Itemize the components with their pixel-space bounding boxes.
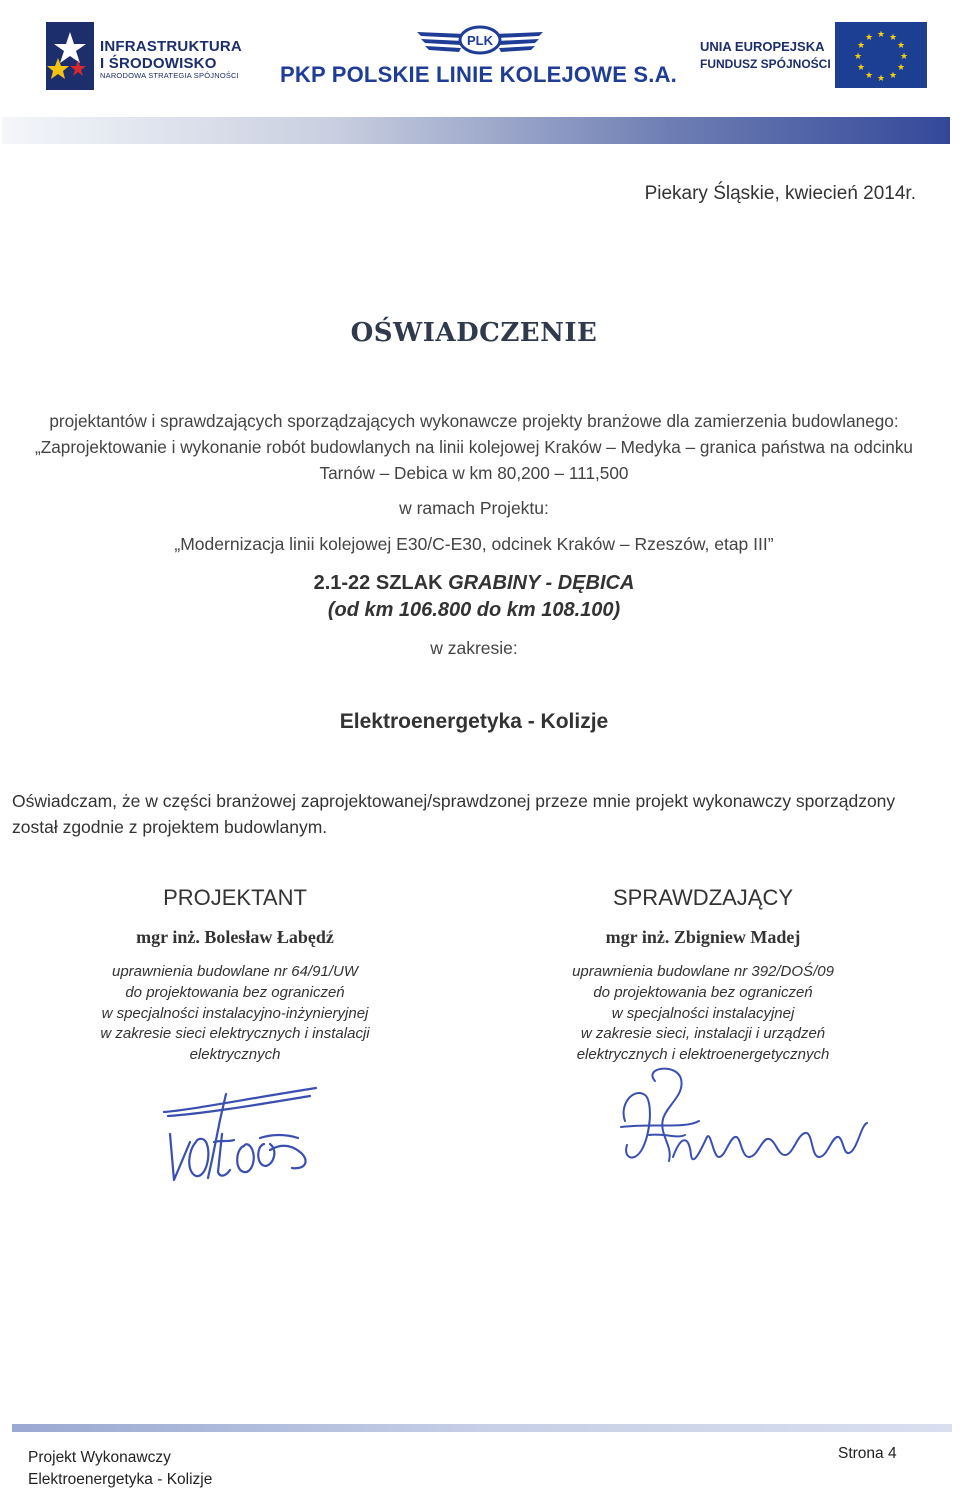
svg-text:★: ★ [899, 52, 909, 62]
svg-text:★: ★ [896, 41, 906, 51]
footer-line-1: Projekt Wykonawczy [28, 1449, 171, 1466]
scope-prefix: w zakresie: [430, 638, 518, 658]
license-line: uprawnienia budowlane nr 392/DOŚ/09 [572, 963, 834, 980]
designer-name: mgr inż. Bolesław Łabędź [136, 927, 334, 947]
place-date: Piekary Śląskie, kwiecień 2014r. [644, 183, 916, 204]
header-gradient-band [2, 117, 950, 144]
svg-text:★: ★ [896, 63, 906, 73]
reviewer-license [552, 962, 854, 1066]
reviewer-name: mgr inż. Zbigniew Madej [605, 927, 801, 947]
star-logo-icon [44, 22, 96, 92]
footer-project [28, 1447, 212, 1491]
designer-license [84, 962, 386, 1066]
license-line: w zakresie sieci, instalacji i urządzeń [580, 1025, 826, 1043]
eu-line-1: UNIA EUROPEJSKA [700, 39, 825, 54]
scope-title: Elektroenergetyka - Kolizje [339, 710, 609, 733]
logo-line-1: INFRASTRUKTURA [100, 38, 242, 55]
license-line: uprawnienia budowlane nr 64/91/UW [112, 963, 358, 980]
section-name: GRABINY - DĘBICA [448, 572, 635, 594]
intro-paragraph: projektantów i sprawdzających sporządzających wykonawcze projekty branżowe dla zamierzenia budowlanego: „Zaprojektowanie i wykonanie robót budowlanych na linii kolejowej Kraków – Medyka – granica państwa na odcinku Tarnów – Debica w km 80,200 – 111,500 [34, 411, 913, 483]
svg-text:★: ★ [888, 33, 898, 43]
section-range: (od km 106.800 do km 108.100) [327, 599, 621, 621]
svg-text:★: ★ [876, 30, 886, 40]
license-line: elektrycznych [189, 1046, 281, 1064]
logo-pkp-plk [280, 22, 677, 92]
license-line: w specjalności instalacyjnej [611, 1004, 795, 1022]
svg-text:★: ★ [864, 71, 874, 81]
svg-text:★: ★ [888, 71, 898, 81]
license-line: w specjalności instalacyjno-inżynieryjnej [101, 1004, 369, 1022]
designer-signature [160, 1080, 320, 1185]
reviewer-block [552, 885, 854, 1066]
reviewer-signature [615, 1065, 870, 1185]
reviewer-role: SPRAWDZAJĄCY [612, 885, 794, 910]
footer-rule [12, 1424, 952, 1432]
plk-winged-emblem-icon [415, 22, 545, 60]
svg-text:★: ★ [856, 63, 866, 73]
page-number: Strona 4 [838, 1445, 897, 1462]
logo-infrastruktura-srodowisko [44, 22, 259, 92]
license-line: w zakresie sieci elektrycznych i instalacji [100, 1025, 370, 1043]
license-line: do projektowania bez ograniczeń [125, 983, 345, 1001]
document-title: OŚWIADCZENIE [350, 318, 598, 348]
plk-badge-text: PLK [467, 33, 493, 48]
svg-text:★: ★ [853, 52, 863, 62]
svg-text:★: ★ [856, 41, 866, 51]
logo-line-3: NARODOWA STRATEGIA SPÓJNOŚCI [100, 71, 239, 80]
svg-text:★: ★ [876, 74, 886, 84]
project-prefix: w ramach Projektu: [399, 498, 549, 518]
footer-line-2: Elektroenergetyka - Kolizje [28, 1471, 213, 1488]
eu-line-2: FUNDUSZ SPÓJNOŚCI [700, 57, 831, 71]
designer-role: PROJEKTANT [163, 885, 307, 910]
logo-line-2: I ŚRODOWISKO [100, 55, 217, 72]
statement-paragraph: Oświadczam, że w części branżowej zaprojektowanej/sprawdzonej przeze mnie projekt wykonawczy sporządzony został zgodnie z projektem budowlanym. [12, 791, 896, 837]
project-name: „Modernizacja linii kolejowej E30/C-E30, odcinek Kraków – Rzeszów, etap III” [174, 534, 774, 554]
section-code: 2.1-22 SZLAK [313, 572, 449, 594]
license-line: do projektowania bez ograniczeń [593, 983, 813, 1001]
eu-flag-icon [835, 22, 927, 88]
company-name: PKP POLSKIE LINIE KOLEJOWE S.A. [280, 62, 677, 87]
license-line: elektrycznych i elektroenergetycznych [576, 1046, 830, 1064]
designer-block [84, 885, 386, 1066]
section-heading [0, 570, 948, 624]
svg-text:★: ★ [864, 33, 874, 43]
logo-eu-fund [700, 22, 930, 92]
